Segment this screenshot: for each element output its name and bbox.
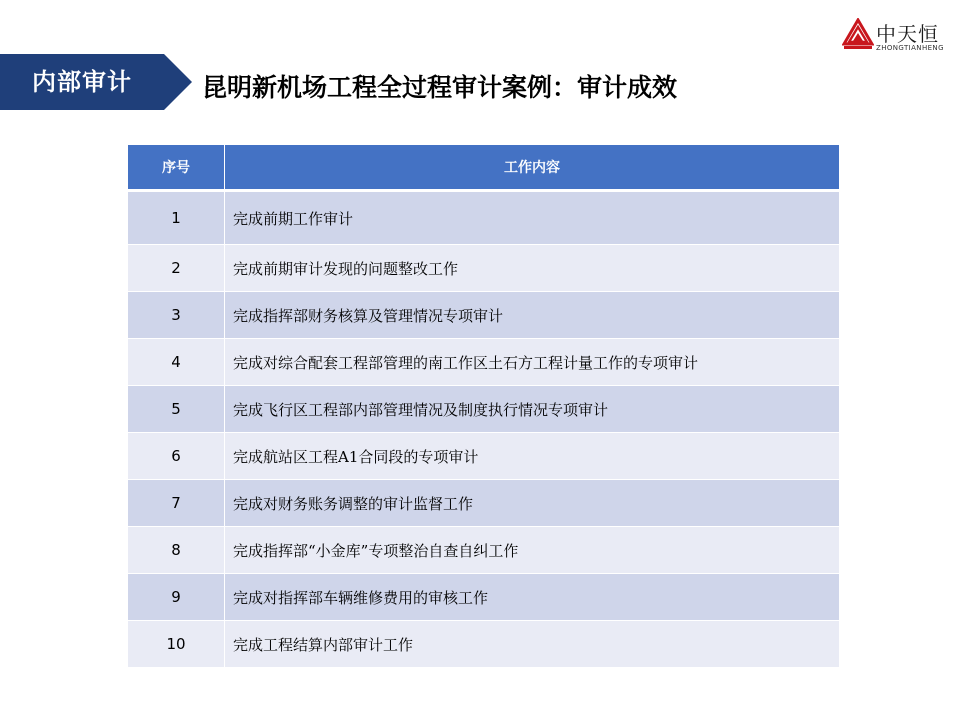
company-logo	[842, 18, 952, 58]
row-number: 4	[128, 339, 225, 386]
section-tag-label: 内部审计	[32, 68, 132, 96]
table-header-row	[128, 145, 839, 191]
row-content: 完成飞行区工程部内部管理情况及制度执行情况专项审计	[225, 386, 840, 433]
table-row	[128, 339, 839, 386]
table-row	[128, 292, 839, 339]
row-content: 完成对综合配套工程部管理的南工作区土石方工程计量工作的专项审计	[225, 339, 840, 386]
row-number: 10	[128, 621, 225, 668]
header-content: 工作内容	[225, 145, 840, 191]
row-number: 2	[128, 245, 225, 292]
header-number: 序号	[128, 145, 225, 191]
row-number: 1	[128, 191, 225, 245]
section-tag	[0, 54, 192, 110]
row-content: 完成指挥部财务核算及管理情况专项审计	[225, 292, 840, 339]
row-number: 6	[128, 433, 225, 480]
table-row	[128, 191, 839, 245]
table-row	[128, 480, 839, 527]
audit-results-table	[128, 145, 839, 668]
page-title: 昆明新机场工程全过程审计案例：审计成效	[202, 73, 678, 102]
row-content: 完成指挥部“小金库”专项整治自查自纠工作	[225, 527, 840, 574]
table-row	[128, 621, 839, 668]
table-row	[128, 433, 839, 480]
row-content: 完成工程结算内部审计工作	[225, 621, 840, 668]
table-row	[128, 574, 839, 621]
row-content: 完成前期工作审计	[225, 191, 840, 245]
row-number: 5	[128, 386, 225, 433]
table-row	[128, 386, 839, 433]
row-number: 7	[128, 480, 225, 527]
row-content: 完成航站区工程A1合同段的专项审计	[225, 433, 840, 480]
row-number: 8	[128, 527, 225, 574]
table-row	[128, 527, 839, 574]
logo-name: 中天恒	[876, 22, 939, 46]
row-number: 3	[128, 292, 225, 339]
row-number: 9	[128, 574, 225, 621]
logo-subtext: ZHONGTIANHENG	[876, 44, 944, 52]
logo-mark-icon	[842, 18, 874, 52]
row-content: 完成对财务账务调整的审计监督工作	[225, 480, 840, 527]
row-content: 完成前期审计发现的问题整改工作	[225, 245, 840, 292]
table-row	[128, 245, 839, 292]
row-content: 完成对指挥部车辆维修费用的审核工作	[225, 574, 840, 621]
